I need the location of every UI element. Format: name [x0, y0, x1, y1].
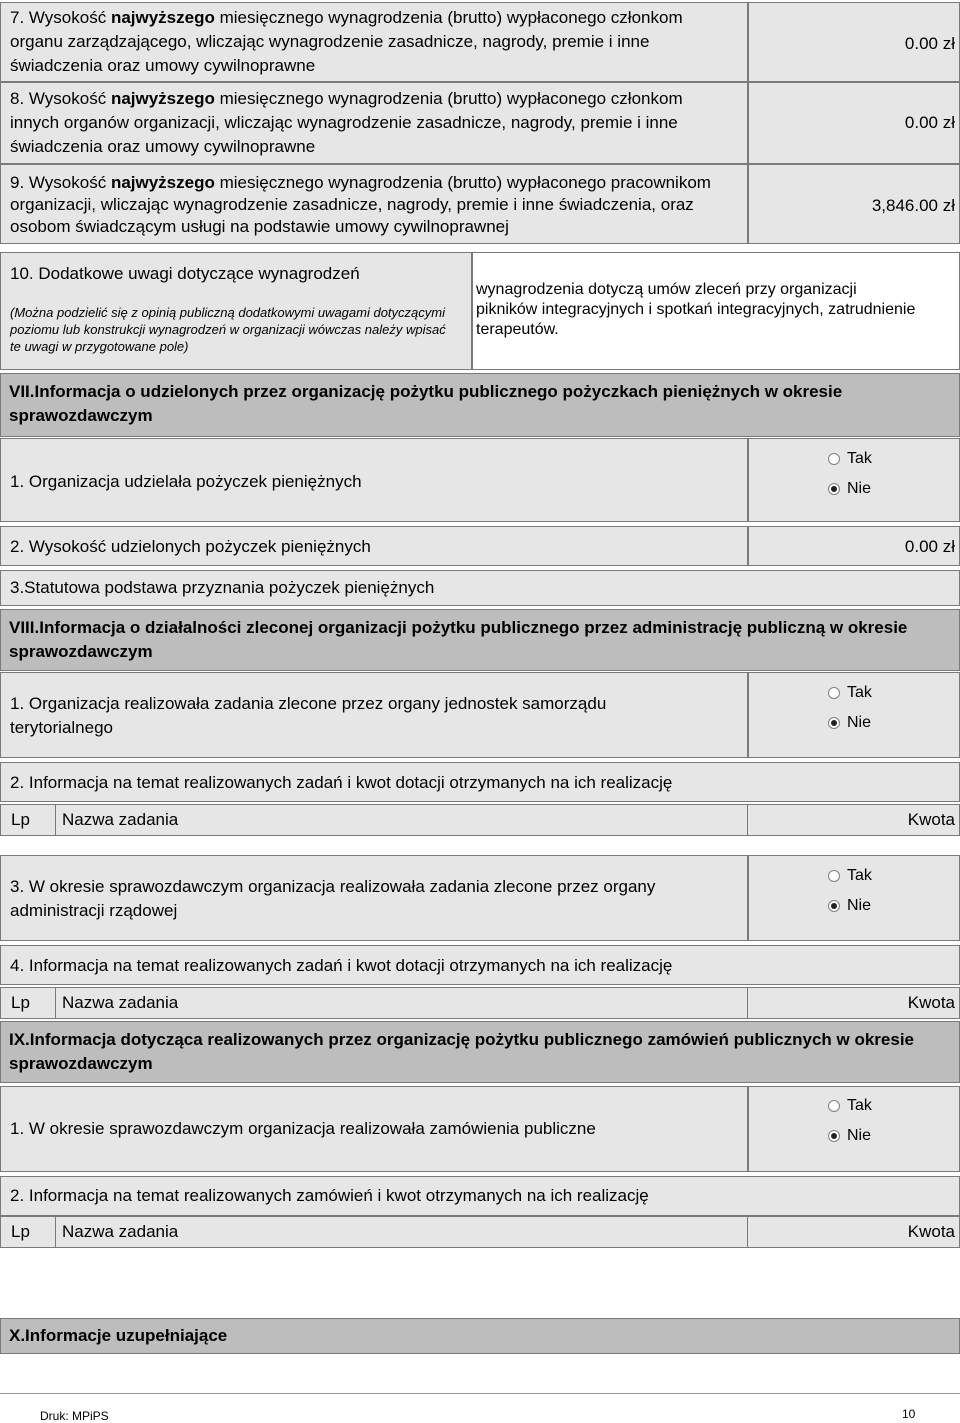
s7-q1-radio-group	[828, 444, 872, 504]
divider	[747, 1217, 748, 1247]
divider	[55, 805, 56, 835]
q10-note: (Można podzielić się z opinią publiczną dodatkowymi uwagami dotyczącymi poziomu lub konstrukcji wynagrodzeń w organizacji wówczas należy wpisać te uwagi w przygotowane pole)	[10, 305, 446, 354]
table-lp-header: Lp	[11, 1222, 30, 1241]
s7-q3-label: 3.Statutowa podstawa przyznania pożyczek pieniężnych	[10, 578, 435, 597]
divider	[747, 805, 748, 835]
section-x-header: X.Informacje uzupełniające	[0, 1318, 960, 1354]
q7-amount: 0.00 zł	[904, 34, 955, 53]
table-amount-header: Kwota	[907, 993, 955, 1012]
radio-option-yes[interactable]: Tak	[828, 861, 872, 891]
table-name-header: Nazwa zadania	[62, 993, 179, 1012]
section-vii-header: VII.Informacja o udzielonych przez organizację pożytku publicznego pożyczkach pieniężnych w okresie sprawozdawczym	[0, 373, 960, 437]
s7-q2-amount: 0.00 zł	[904, 537, 955, 556]
s7-q2-label: 2. Wysokość udzielonych pożyczek pieniężnych	[10, 537, 371, 556]
radio-option-yes[interactable]: Tak	[828, 444, 872, 474]
radio-option-no[interactable]: Nie	[828, 708, 872, 738]
radio-option-no[interactable]: Nie	[828, 474, 872, 504]
footer-print-label: Druk: MPiPS	[40, 1409, 109, 1423]
s8-q3-radio-group	[828, 861, 872, 921]
table-lp-header: Lp	[11, 993, 30, 1012]
s9-q1-label: 1. W okresie sprawozdawczym organizacja realizowała zamówienia publiczne	[10, 1119, 596, 1138]
table-lp-header: Lp	[11, 810, 30, 829]
section-viii-header: VIII.Informacja o działalności zleconej organizacji pożytku publicznego przez administrację publiczną w okresie sprawozdawczym	[0, 609, 960, 671]
table-amount-header: Kwota	[907, 1222, 955, 1241]
divider	[55, 1217, 56, 1247]
footer-page-number: 10	[902, 1407, 916, 1421]
s8-q3-label: 3. W okresie sprawozdawczym organizacja realizowała zadania zlecone przez organy administracji rządowej	[10, 877, 656, 920]
section-ix-header: IX.Informacja dotycząca realizowanych przez organizację pożytku publicznego zamówień publicznych w okresie sprawozdawczym	[0, 1021, 960, 1083]
q10-title: 10. Dodatkowe uwagi dotyczące wynagrodzeń	[10, 264, 360, 283]
radio-option-no[interactable]: Nie	[828, 1121, 872, 1151]
s8-q2-label: 2. Informacja na temat realizowanych zadań i kwot dotacji otrzymanych na ich realizację	[10, 773, 673, 792]
s7-q1-label: 1. Organizacja udzielała pożyczek pieniężnych	[10, 472, 362, 491]
q10-value[interactable]: wynagrodzenia dotyczą umów zleceń przy organizacji pikników integracyjnych i spotkań integracyjnych, zatrudnienie terapeutów.	[476, 281, 916, 338]
radio-button-selected[interactable]	[828, 900, 840, 912]
s8-q4-label: 4. Informacja na temat realizowanych zadań i kwot dotacji otrzymanych na ich realizację	[10, 956, 673, 975]
q8-amount: 0.00 zł	[904, 113, 955, 132]
footer-rule	[0, 1393, 960, 1394]
table-name-header: Nazwa zadania	[62, 1222, 179, 1241]
q9-amount: 3,846.00 zł	[871, 196, 955, 215]
q9-label: 9. Wysokość najwyższego miesięcznego wynagrodzenia (brutto) wypłaconego pracownikom organizacji, wliczając wynagrodzenie zasadnicze, nagrody, premie i inne świadczenia, oraz osobom świadczącym usługi na podstawie umowy cywilnoprawnej	[10, 173, 711, 236]
radio-button-selected[interactable]	[828, 1130, 840, 1142]
s8-q2-table-header	[0, 804, 960, 836]
s9-q2-label: 2. Informacja na temat realizowanych zamówień i kwot otrzymanych na ich realizację	[10, 1186, 649, 1205]
radio-option-yes[interactable]: Tak	[828, 1091, 872, 1121]
radio-button[interactable]	[828, 453, 840, 465]
s8-q4-table-header	[0, 987, 960, 1019]
table-name-header: Nazwa zadania	[62, 810, 179, 829]
radio-button[interactable]	[828, 687, 840, 699]
radio-button[interactable]	[828, 1100, 840, 1112]
radio-button[interactable]	[828, 870, 840, 882]
table-amount-header: Kwota	[907, 810, 955, 829]
radio-button-selected[interactable]	[828, 483, 840, 495]
divider	[747, 988, 748, 1018]
s9-q1-radio-group	[828, 1091, 872, 1151]
radio-option-yes[interactable]: Tak	[828, 678, 872, 708]
radio-button-selected[interactable]	[828, 717, 840, 729]
s9-q2-table-header	[0, 1216, 960, 1248]
q7-label: 7. Wysokość najwyższego miesięcznego wynagrodzenia (brutto) wypłaconego członkom organu zarządzającego, wliczając wynagrodzenie zasadnicze, nagrody, premie i inne świadczenia oraz umowy cywilnoprawne	[10, 8, 683, 75]
divider	[55, 988, 56, 1018]
s8-q1-radio-group	[828, 678, 872, 738]
s8-q1-label: 1. Organizacja realizowała zadania zlecone przez organy jednostek samorządu terytorialnego	[10, 694, 607, 737]
radio-option-no[interactable]: Nie	[828, 891, 872, 921]
q8-label: 8. Wysokość najwyższego miesięcznego wynagrodzenia (brutto) wypłaconego członkom innych organów organizacji, wliczając wynagrodzenie zasadnicze, nagrody, premie i inne świadczenia oraz umowy cywilnoprawne	[10, 89, 683, 156]
